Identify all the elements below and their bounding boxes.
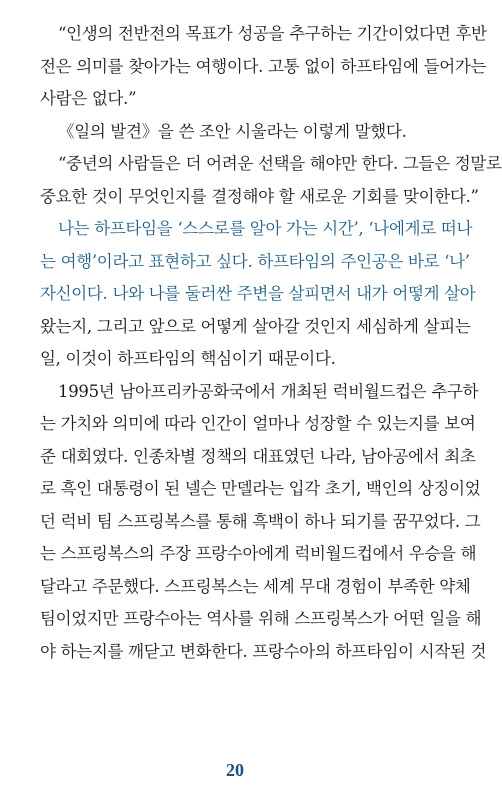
text-line: “인생의 전반전의 목표가 성공을 추구하는 기간이었다면 후반 bbox=[58, 24, 487, 43]
text-line: 팀이었지만 프랑수아는 역사를 위해 스프링복스가 어떤 일을 해 bbox=[40, 609, 482, 628]
text-line: 야 하는지를 깨닫고 변화한다. 프랑수아의 하프타임이 시작된 것 bbox=[40, 641, 487, 661]
text-line: 전은 의미를 찾아가는 여행이다. 고통 없이 하프타임에 들어가는 bbox=[40, 56, 487, 76]
text-line: 던 럭비 팀 스프링복스를 통해 흑백이 하나 되기를 꿈꾸었다. 그 bbox=[40, 511, 481, 531]
text-line: 왔는지, 그리고 앞으로 어떻게 살아갈 것인지 세심하게 살피는 bbox=[40, 316, 471, 336]
highlighted-text-line: 는 여행’이라고 표현하고 싶다. 하프타임의 주인공은 바로 ‘나’ bbox=[40, 251, 470, 271]
highlighted-text-line: 자신이다. 나와 나를 둘러싼 주변을 살피면서 내가 어떻게 살아 bbox=[40, 284, 476, 303]
page-number: 20 bbox=[226, 760, 244, 780]
text-line: 사람은 없다.” bbox=[40, 89, 137, 108]
text-line: “중년의 사람들은 더 어려운 선택을 해야만 한다. 그들은 정말로 bbox=[58, 154, 502, 173]
text-line: 《일의 발견》을 쓴 조안 시울라는 이렇게 말했다. bbox=[58, 121, 407, 141]
text-line: 로 흑인 대통령이 된 넬슨 만델라는 입각 초기, 백인의 상징이었 bbox=[40, 479, 481, 498]
body-text bbox=[40, 18, 502, 668]
text-line: 는 스프링복스의 주장 프랑수아에게 럭비월드컵에서 우승을 해 bbox=[40, 544, 477, 563]
text-line: 일, 이것이 하프타임의 핵심이기 때문이다. bbox=[40, 349, 336, 368]
text-line: 는 가치와 의미에 따라 인간이 얼마나 성장할 수 있는지를 보여 bbox=[40, 414, 476, 433]
highlighted-text-line: 나는 하프타임을 ‘스스로를 알아 가는 시간’, ‘나에게로 떠나 bbox=[58, 219, 473, 238]
text-line: 준 대회였다. 인종차별 정책의 대표였던 나라, 남아공에서 최초 bbox=[40, 446, 476, 466]
text-line: 1995년 남아프리카공화국에서 개최된 럭비월드컵은 추구하 bbox=[58, 381, 479, 401]
text-line: 달라고 주문했다. 스프링복스는 세계 무대 경험이 부족한 약체 bbox=[40, 576, 471, 596]
text-line: 중요한 것이 무엇인지를 결정해야 할 새로운 기회를 맞이한다.” bbox=[40, 186, 479, 206]
